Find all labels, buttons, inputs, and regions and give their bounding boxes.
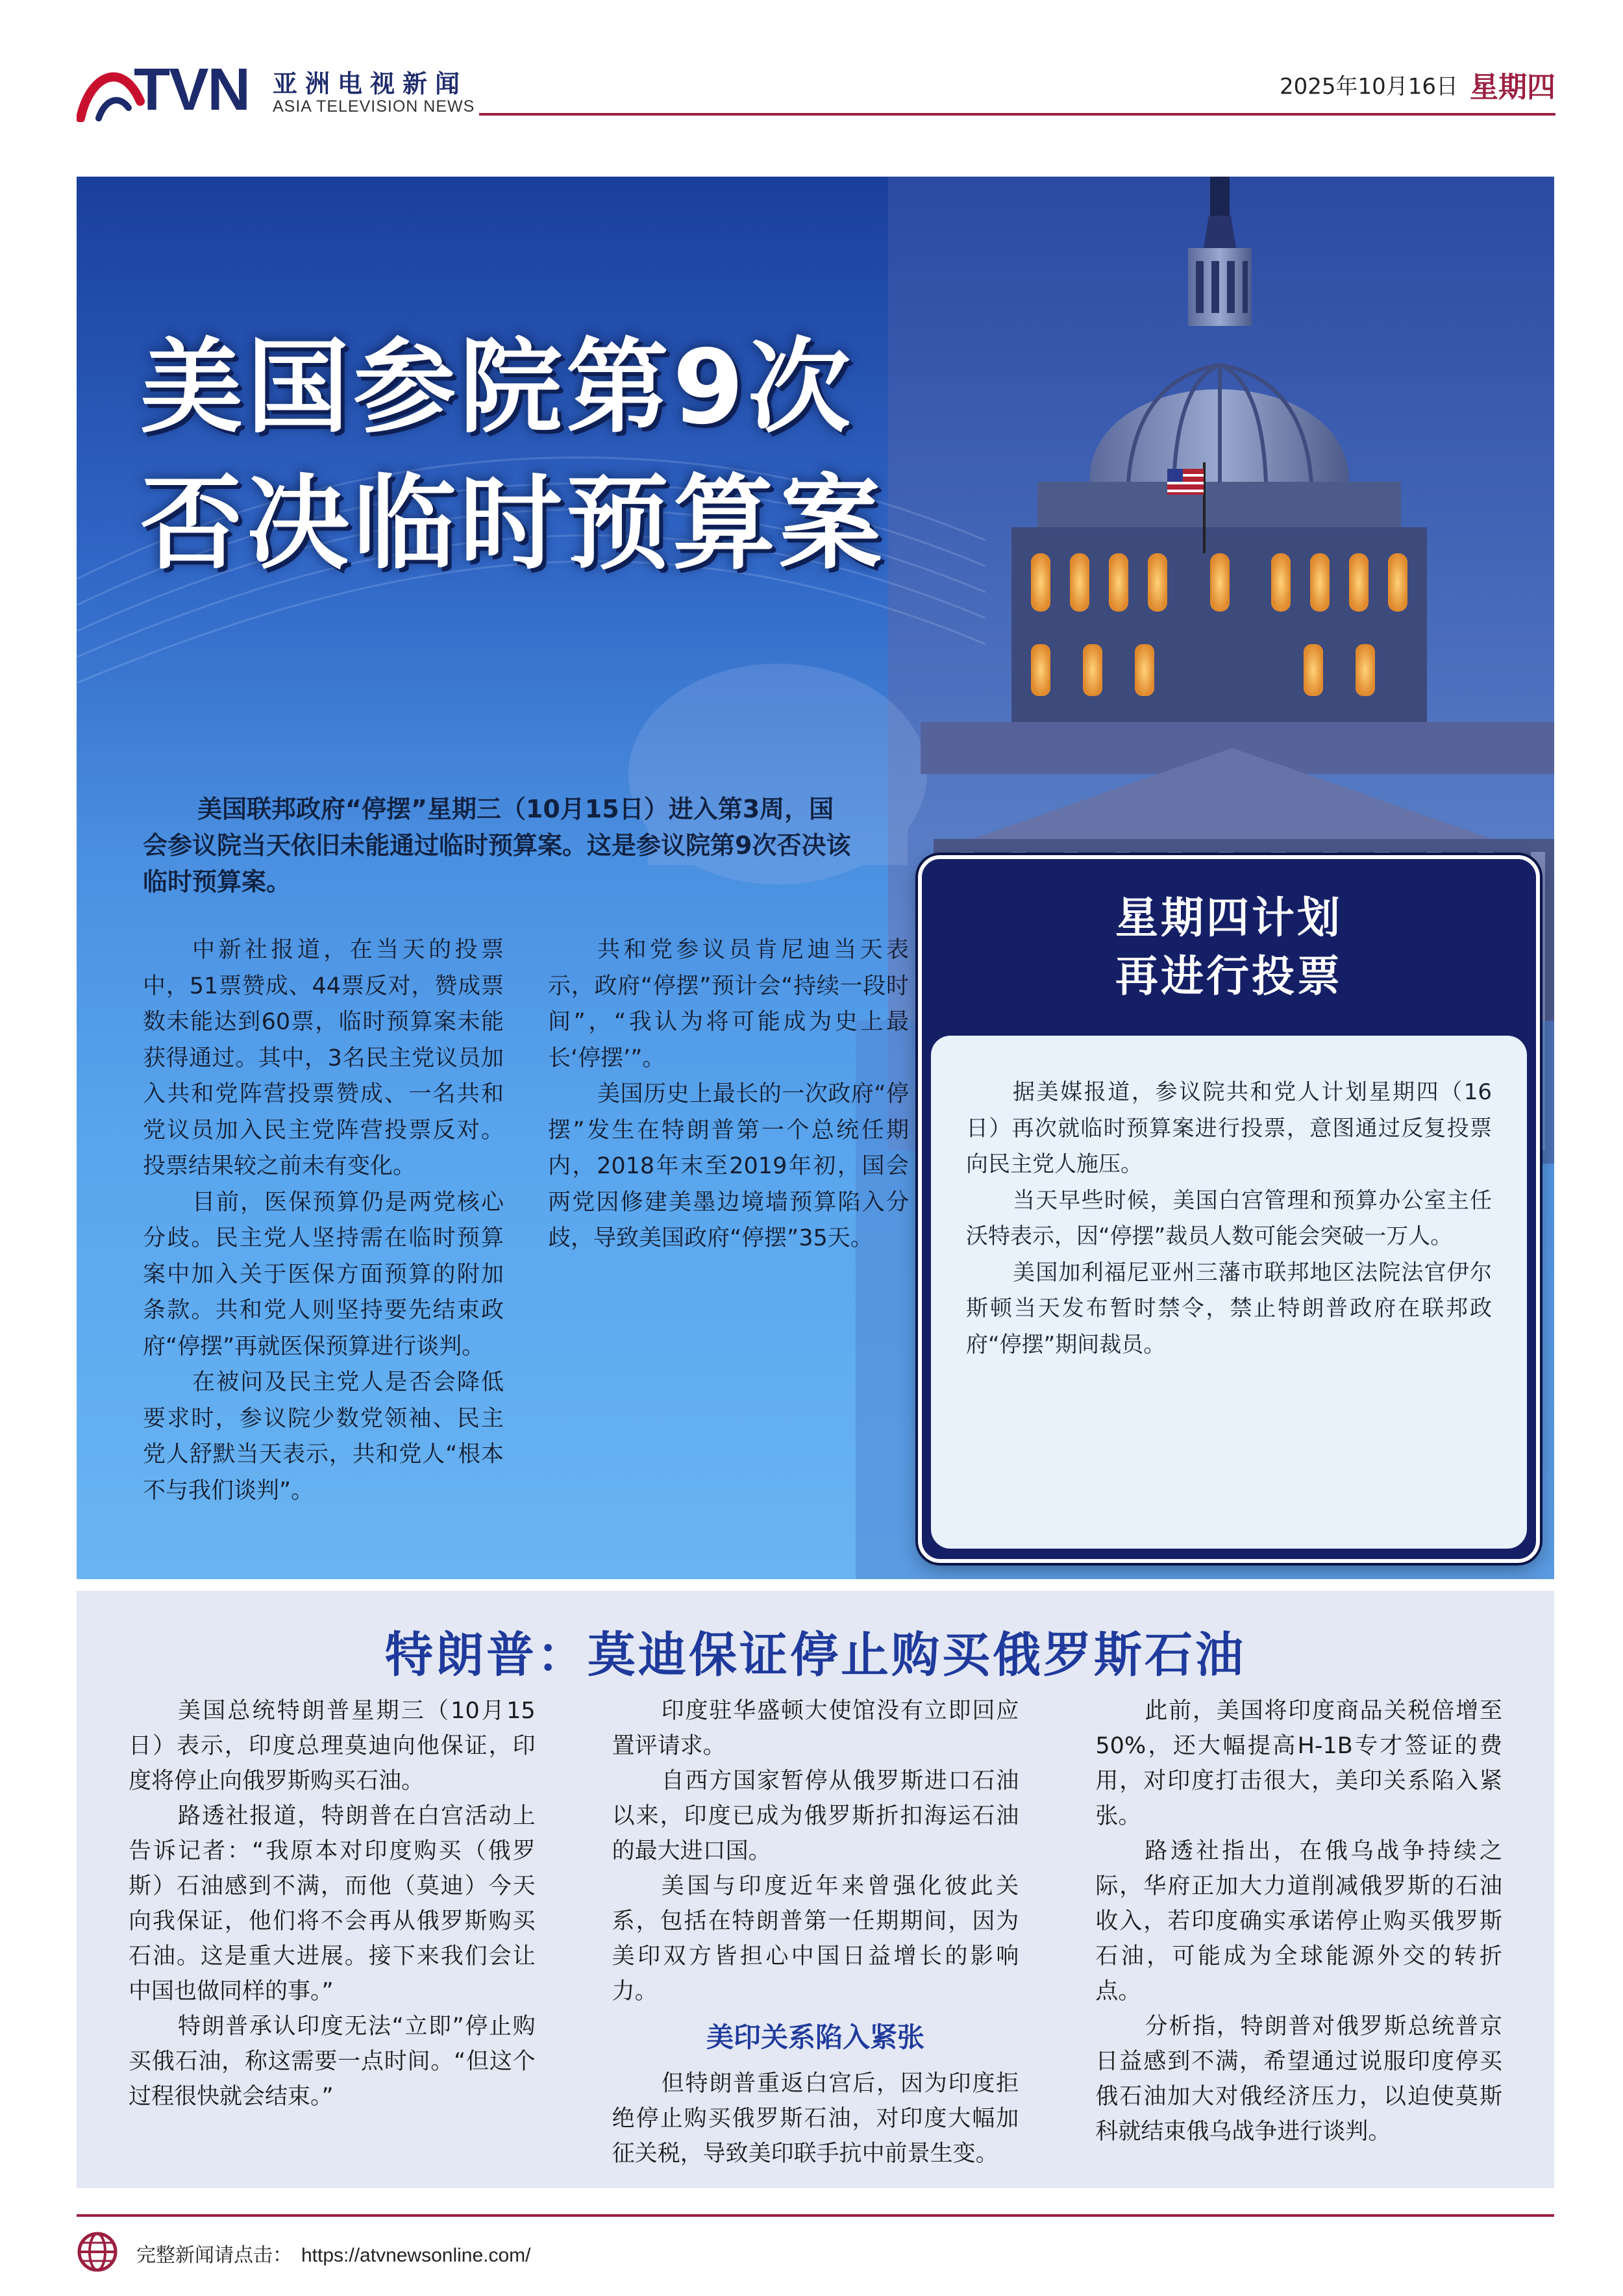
article-paragraph: 印度驻华盛顿大使馆没有立即回应置评请求。: [612, 1698, 1019, 1759]
headline-line-1: 美国参院第9次: [140, 328, 854, 447]
sidebar-title: [922, 889, 1536, 1006]
logo-english-name: ASIA TELEVISION NEWS: [273, 97, 475, 116]
masthead-rule: [479, 113, 1555, 116]
article-paragraph: 共和党参议员肯尼迪当天表示，政府“停摆”预计会“持续一段时间”，“我认为将可能成为史上最长‘停摆’”。: [548, 937, 909, 1071]
logo-chinese-name: 亚洲电视新闻: [273, 69, 468, 98]
sidebar-paragraph: 当天早些时候，美国白宫管理和预算办公室主任沃特表示，因“停摆”裁员人数可能会突破一万人。: [966, 1187, 1492, 1249]
secondary-article-body: [129, 1693, 1502, 2174]
article-paragraph: 路透社指出，在俄乌战争持续之际，华府正加大力道削减俄罗斯的石油收入，若印度确实承诺停止购买俄罗斯石油，可能成为全球能源外交的转折点。: [1095, 1838, 1502, 2004]
headline-line-2: 否决临时预算案: [140, 464, 886, 584]
article-paragraph: 美国总统特朗普星期三（10月15日）表示，印度总理莫迪向他保证，印度将停止向俄罗斯购买石油。: [129, 1698, 536, 1794]
section-subhead: 美印关系陷入紧张: [706, 2021, 924, 2053]
article-paragraph: 在被问及民主党人是否会降低要求时，参议院少数党领袖、民主党人舒默当天表示，共和党人“根本不与我们谈判”。: [143, 1369, 504, 1504]
article-paragraph: 美国历史上最长的一次政府“停摆”发生在特朗普第一个总统任期内，2018年末至2019年初，国会两党因修建美墨边境墙预算陷入分歧，导致美国政府“停摆”35天。: [548, 1081, 909, 1251]
article-paragraph: 中新社报道，在当天的投票中，51票赞成、44票反对，赞成票数未能达到60票，临时预算案未能获得通过。其中，3名民主党议员加入共和党阵营投票赞成、一名共和党议员加入民主党阵营投票反对。投票结果较之前未有变化。: [143, 937, 504, 1179]
sidebar-body: [931, 1036, 1527, 1549]
globe-icon: [77, 2231, 118, 2273]
sidebar-box: [918, 855, 1540, 1563]
sidebar-title-line-2: 再进行投票: [1115, 951, 1343, 1001]
weekday-text: 星期四: [1470, 71, 1555, 104]
footer: [77, 2228, 985, 2274]
lede-paragraph: 美国联邦政府“停摆”星期三（10月15日）进入第3周，国会参议院当天依旧未能通过临时预算案。这是参议院第9次否决该临时预算案。: [143, 795, 851, 896]
article-paragraph: 但特朗普重返白宫后，因为印度拒绝停止购买俄罗斯石油，对印度大幅加征关税，导致美印联手抗中前景生变。: [612, 2071, 1019, 2167]
sidebar-paragraph: 美国加利福尼亚州三藩市联邦地区法院法官伊尔斯顿当天发布暂时禁令，禁止特朗普政府在联邦政府“停摆”期间裁员。: [966, 1259, 1492, 1358]
article-paragraph: 路透社报道，特朗普在白宫活动上告诉记者：“我原本对印度购买（俄罗斯）石油感到不满，而他（莫迪）今天向我保证，他们将不会再从俄罗斯购买石油。这是重大进展。接下来我们会让中国也做同样的事。”: [129, 1803, 536, 2004]
article-paragraph: 目前，医保预算仍是两党核心分歧。民主党人坚持需在临时预算案中加入关于医保方面预算的附加条款。共和党人则坚持要先结束政府“停摆”再就医保预算进行谈判。: [143, 1189, 504, 1360]
hero-panel: [77, 177, 1554, 1579]
secondary-article: [77, 1591, 1554, 2188]
sidebar-title-line-1: 星期四计划: [1115, 893, 1343, 943]
masthead: [77, 56, 1555, 123]
article-paragraph: 自西方国家暂停从俄罗斯进口石油以来，印度已成为俄罗斯折扣海运石油的最大进口国。: [612, 1768, 1019, 1864]
main-article-body: [143, 932, 909, 1556]
sidebar-paragraph: 据美媒报道，参议院共和党人计划星期四（16日）再次就临时预算案进行投票，意图通过反复投票向民主党人施压。: [966, 1079, 1492, 1177]
footer-link[interactable]: https://atvnewsonline.com/: [301, 2245, 531, 2266]
secondary-headline: 特朗普：莫迪保证停止购买俄罗斯石油: [385, 1627, 1246, 1683]
date-text: 2025年10月16日: [1279, 73, 1458, 100]
issue-date: [1279, 64, 1555, 104]
logo-letters: TVN: [134, 56, 249, 123]
main-headline: [140, 319, 886, 592]
footer-text: [136, 2239, 531, 2267]
article-paragraph: 特朗普承认印度无法“立即”停止购买俄石油，称这需要一点时间。“但这个过程很快就会结束。”: [129, 2014, 536, 2110]
footer-rule: [77, 2214, 1554, 2217]
article-paragraph: 此前，美国将印度商品关税倍增至50%，还大幅提高H-1B专才签证的费用，对印度打击很大，美印关系陷入紧张。: [1095, 1698, 1502, 1829]
footer-label: 完整新闻请点击：: [136, 2244, 292, 2267]
article-paragraph: 美国与印度近年来曾强化彼此关系，包括在特朗普第一任期期间，因为美印双方皆担心中国日益增长的影响力。: [612, 1873, 1019, 2004]
article-paragraph: 分析指，特朗普对俄罗斯总统普京日益感到不满，希望通过说服印度停买俄石油加大对俄经济压力，以迫使莫斯科就结束俄乌战争进行谈判。: [1095, 2014, 1502, 2145]
